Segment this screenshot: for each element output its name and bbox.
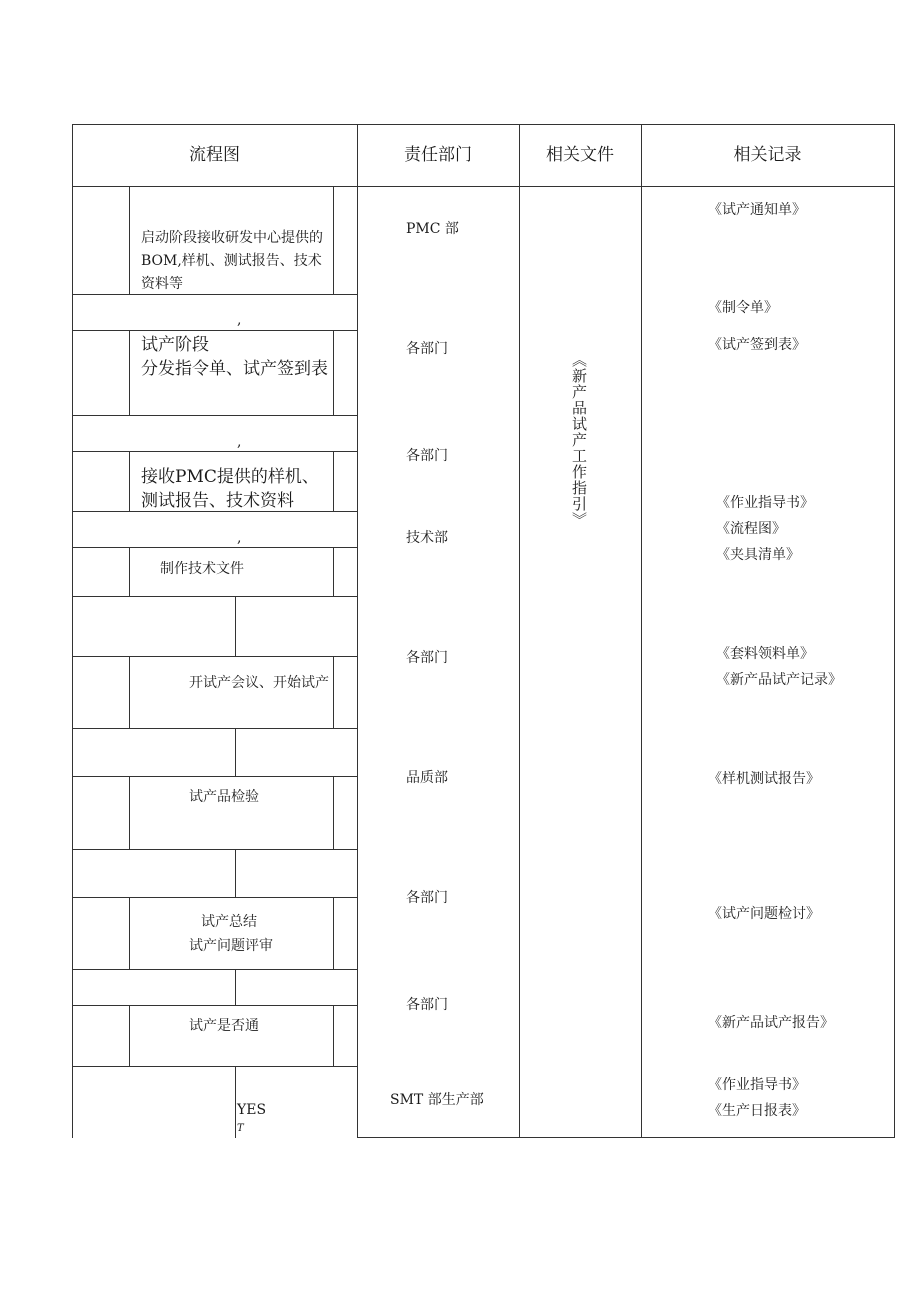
flow-connector-mark: , — [237, 312, 242, 328]
flow-line — [129, 656, 130, 729]
flow-step-tech-docs: 制作技术文件 — [160, 561, 244, 577]
flow-line — [333, 330, 334, 416]
flow-line — [129, 776, 130, 850]
flow-line — [235, 596, 236, 657]
header-records: 相关记录 — [733, 145, 802, 165]
flow-line — [129, 186, 130, 295]
flow-line — [72, 849, 358, 850]
flow-step-review: 试产问题评审 — [189, 938, 273, 954]
table-top-border — [72, 124, 894, 125]
flow-step-decision: 试产是否通 — [189, 1018, 259, 1034]
record-work-instruction: 《作业指导书》 — [716, 495, 814, 511]
flow-line — [72, 451, 358, 452]
department-tech: 技术部 — [406, 530, 448, 546]
department-all-5: 各部门 — [406, 997, 448, 1013]
flow-line — [235, 728, 236, 777]
header-documents: 相关文件 — [546, 145, 614, 165]
flow-line — [235, 969, 236, 1006]
header-department: 责任部门 — [404, 145, 472, 165]
flow-line — [72, 728, 358, 729]
flow-line — [72, 415, 358, 416]
table-bottom-border-right — [357, 1137, 894, 1138]
flow-line — [129, 330, 130, 416]
column-divider-2 — [519, 124, 520, 1138]
flow-line — [235, 849, 236, 898]
related-document: 《新产品试产工作指引》 — [570, 352, 588, 528]
column-divider-1 — [357, 124, 358, 1138]
flow-line — [333, 451, 334, 512]
flow-yes-label: YES — [237, 1102, 267, 1118]
flow-step-start: 启动阶段接收研发中心提供的BOM,样机、测试报告、技术资料等 — [141, 230, 323, 292]
flow-line — [72, 596, 358, 597]
flow-step-trial-title: 试产阶段 — [141, 335, 209, 355]
record-flowchart: 《流程图》 — [716, 521, 786, 537]
department-all-2: 各部门 — [406, 448, 448, 464]
flow-line — [72, 897, 358, 898]
flow-line — [72, 1066, 358, 1067]
flow-line — [129, 451, 130, 512]
record-work-instruction-2: 《作业指导书》 — [708, 1077, 806, 1093]
header-flowchart: 流程图 — [189, 145, 240, 165]
table-left-border — [72, 124, 73, 1138]
flow-step-summary: 试产总结 — [201, 914, 257, 930]
flow-line — [129, 1005, 130, 1067]
record-trial-log: 《新产品试产记录》 — [716, 672, 842, 688]
flow-step-inspection: 试产品检验 — [189, 789, 259, 805]
flow-line — [333, 186, 334, 295]
flow-connector-mark: , — [237, 434, 242, 450]
flow-step-trial-body: 分发指令单、试产签到表 — [141, 359, 328, 379]
flow-line — [333, 547, 334, 597]
department-all-1: 各部门 — [406, 341, 448, 357]
flow-line — [333, 1005, 334, 1067]
flow-line — [333, 656, 334, 729]
table-right-border — [894, 124, 895, 1138]
department-smt: SMT 部生产部 — [390, 1092, 484, 1108]
record-daily-report: 《生产日报表》 — [708, 1103, 806, 1119]
flow-step-receive: 接收PMC提供的样机、测试报告、技术资料 — [141, 467, 319, 511]
flow-arrow-mark: T — [237, 1123, 244, 1134]
record-trial-notice: 《试产通知单》 — [708, 202, 806, 218]
record-fixture-list: 《夹具清单》 — [716, 547, 800, 563]
flow-step-meeting: 开试产会议、开始试产 — [189, 675, 329, 691]
flow-line — [235, 1066, 236, 1138]
flow-line — [333, 897, 334, 970]
header-bottom-border — [72, 186, 894, 187]
flow-line — [129, 897, 130, 970]
department-all-3: 各部门 — [406, 650, 448, 666]
record-issue-review: 《试产问题检讨》 — [708, 906, 820, 922]
flow-line — [72, 656, 358, 657]
flow-line — [333, 776, 334, 850]
record-sample-test: 《样机测试报告》 — [708, 771, 820, 787]
flow-connector-mark: , — [237, 530, 242, 546]
flow-line — [72, 776, 358, 777]
flow-line — [72, 547, 358, 548]
flow-line — [72, 969, 358, 970]
record-work-order: 《制令单》 — [708, 300, 778, 316]
record-sign-in: 《试产签到表》 — [708, 337, 806, 353]
flow-line — [72, 1005, 358, 1006]
record-trial-report: 《新产品试产报告》 — [708, 1015, 834, 1031]
flow-line — [129, 547, 130, 597]
record-material-req: 《套料领料单》 — [716, 646, 814, 662]
flow-line — [72, 330, 358, 331]
department-all-4: 各部门 — [406, 890, 448, 906]
column-divider-3 — [641, 124, 642, 1138]
department-pmc: PMC 部 — [406, 221, 459, 237]
department-quality: 品质部 — [406, 770, 448, 786]
